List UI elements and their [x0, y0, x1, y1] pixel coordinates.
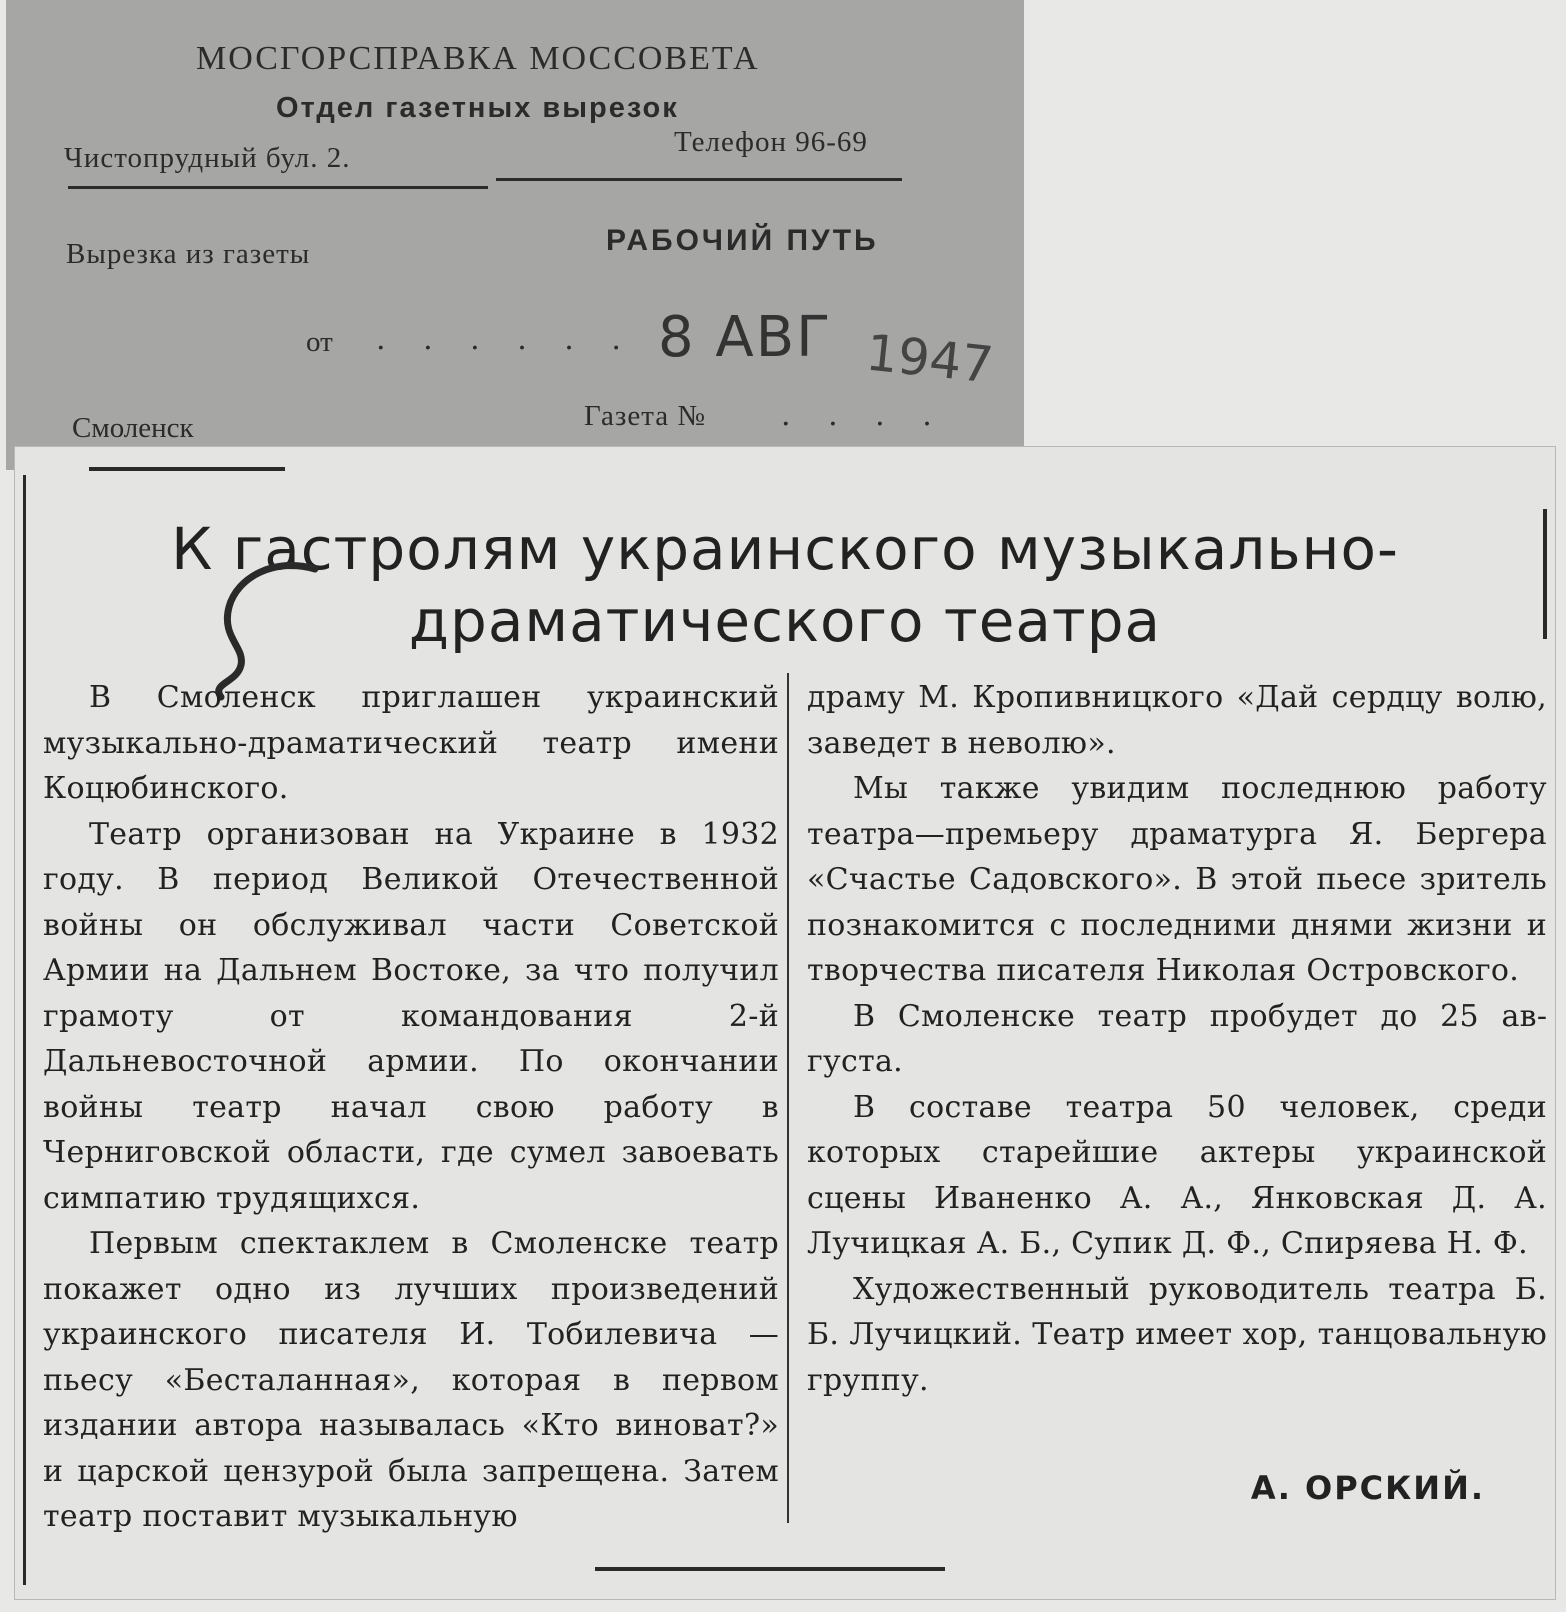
date-stamp: 8 АВГ: [658, 305, 833, 370]
headline-line-1: К гастролям украинского музыкально-: [171, 515, 1399, 583]
phone: Телефон 96-69: [674, 126, 868, 158]
header-rule-right: [496, 178, 902, 181]
organization-name: МОСГОРСПРАВКА МОССОВЕТА: [196, 40, 760, 77]
pencil-mark-icon: [15, 447, 335, 707]
issue-label: Газета №: [584, 400, 707, 432]
date-year-stamp: 1947: [863, 323, 996, 395]
paragraph: Театр организован на Украине в 1932 году. В период Великой Отечественной войны он обслуживал части Советской Армии на Дальнем Востоке, за что получил грамоту от командования 2-й Дальневосточной армии. По окончании войны театр начал свою работу в Черниговской области, где сумел завоевать симпатию трудящихся.: [43, 816, 779, 1216]
author-signature: А. ОРСКИЙ.: [1250, 1469, 1485, 1507]
date-label: от: [306, 326, 333, 358]
article-column-right: [807, 675, 1547, 1403]
archive-header-card: [6, 0, 1024, 470]
paragraph: В Смоленск приглашен украинский музыкально-драматический театр имени Коцюбинского.: [43, 680, 779, 806]
newspaper-name: РАБОЧИЙ ПУТЬ: [606, 224, 879, 257]
paragraph: Первым спектаклем в Смоленске театр покажет одно из лучших произведений украинского писателя И. Тобилевича — пьесу «Бесталанная», которая в первом издании автора называлась «Кто виноват?» и царской цензурой была запрещена. Затем театр поставит музыкальную: [43, 1226, 779, 1534]
city: Смоленск: [72, 412, 194, 444]
newspaper-clipping: [14, 446, 1556, 1600]
header-rule-left: [68, 186, 488, 189]
headline-line-2: драматического театра: [408, 587, 1162, 655]
paragraph: В Смоленске театр пробудет до 25 августа.: [807, 998, 1547, 1079]
clipping-label: Вырезка из газеты: [66, 238, 311, 270]
date-dots: . . . . . .: [376, 322, 635, 357]
article-column-left: [43, 675, 779, 1540]
paragraph: Художественный руководитель театра Б. Б. Лучицкий. Театр имеет хор, танцовальную группу.: [807, 1271, 1547, 1398]
address: Чистопрудный бул. 2.: [64, 142, 351, 174]
department-name: Отдел газетных вырезок: [276, 92, 679, 124]
frame-bottom-mark: [595, 1567, 945, 1571]
paragraph: В составе театра 50 человек, среди которых старейшие актеры украинской сцены Иваненко А. А., Янковская Д. А. Лучицкая А. Б., Супик Д. Ф., Спиряева Н. Ф.: [807, 1089, 1547, 1261]
paragraph: драму М. Кропивницкого «Дай сердцу волю, заведет в неволю».: [807, 680, 1547, 761]
column-divider: [787, 673, 789, 1523]
issue-dots: . . . .: [781, 398, 946, 433]
paragraph: Мы также увидим последнюю работу театра—премьеру драматурга Я. Бергера «Счастье Садовского». В этой пьесе зритель познакомится с последними днями жизни и творчества писателя Николая Островского.: [807, 771, 1547, 988]
